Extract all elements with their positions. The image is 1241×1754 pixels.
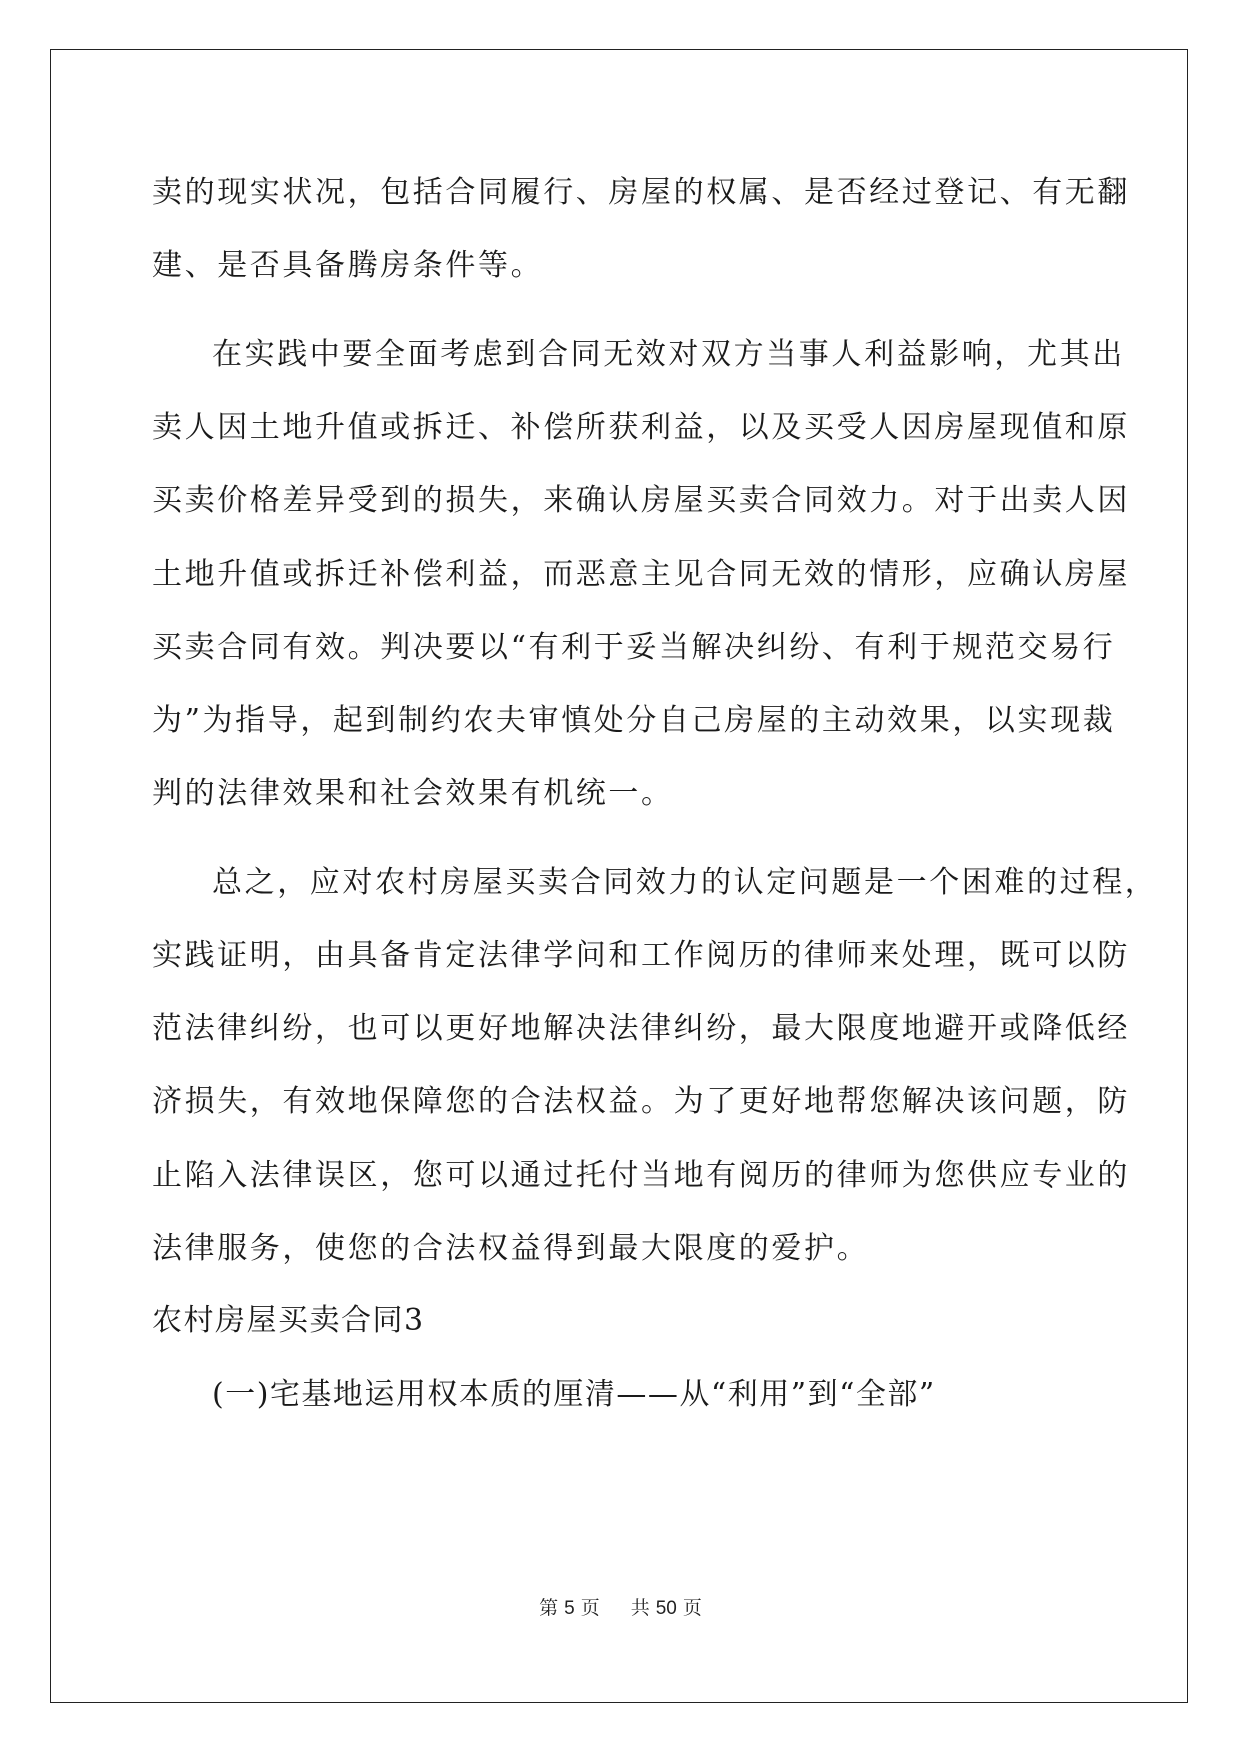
text-line: 卖人因土地升值或拆迁、补偿所获利益，以及买受人因房屋现值和原: [152, 410, 1130, 445]
page-footer: [0, 1593, 1241, 1620]
text-line: 判的法律效果和社会效果有机统一。: [152, 776, 674, 811]
page-current: 5: [564, 1598, 575, 1619]
total-unit: 页: [682, 1598, 702, 1619]
page-prefix: 第: [539, 1598, 559, 1619]
text-line: 土地升值或拆迁补偿利益，而恶意主见合同无效的情形，应确认房屋: [152, 557, 1130, 592]
section-heading: 农村房屋买卖合同3: [152, 1303, 425, 1338]
text-line: 买卖价格差异受到的损失，来确认房屋买卖合同效力。对于出卖人因: [152, 483, 1130, 518]
text-line: 止陷入法律误区，您可以通过托付当地有阅历的律师为您供应专业的: [152, 1158, 1130, 1193]
text-line: 建、是否具备腾房条件等。: [152, 248, 544, 283]
text-line: 买卖合同有效。判决要以“有利于妥当解决纠纷、有利于规范交易行: [152, 630, 1116, 665]
paragraph-start-line: 在实践中要全面考虑到合同无效对双方当事人利益影响，尤其出: [212, 337, 1125, 372]
page-number: [536, 1598, 603, 1619]
text-line: 济损失，有效地保障您的合法权益。为了更好地帮您解决该问题，防: [152, 1084, 1130, 1119]
subsection-heading: (一)宅基地运用权本质的厘清——从“利用”到“全部”: [212, 1377, 936, 1412]
text-line: 为”为指导，起到制约农夫审慎处分自己房屋的主动效果，以实现裁: [152, 703, 1116, 738]
text-line: 法律服务，使您的合法权益得到最大限度的爱护。: [152, 1231, 870, 1266]
page-unit: 页: [580, 1598, 600, 1619]
text-line: 范法律纠纷，也可以更好地解决法律纠纷，最大限度地避开或降低经: [152, 1011, 1130, 1046]
paragraph-start-line: 总之，应对农村房屋买卖合同效力的认定问题是一个困难的过程，: [212, 865, 1158, 900]
total-count: 50: [655, 1598, 677, 1619]
text-line: 卖的现实状况，包括合同履行、房屋的权属、是否经过登记、有无翻: [152, 175, 1130, 210]
total-prefix: 共: [630, 1598, 650, 1619]
text-line: 实践证明，由具备肯定法律学问和工作阅历的律师来处理，既可以防: [152, 938, 1130, 973]
page-total: [628, 1598, 705, 1619]
